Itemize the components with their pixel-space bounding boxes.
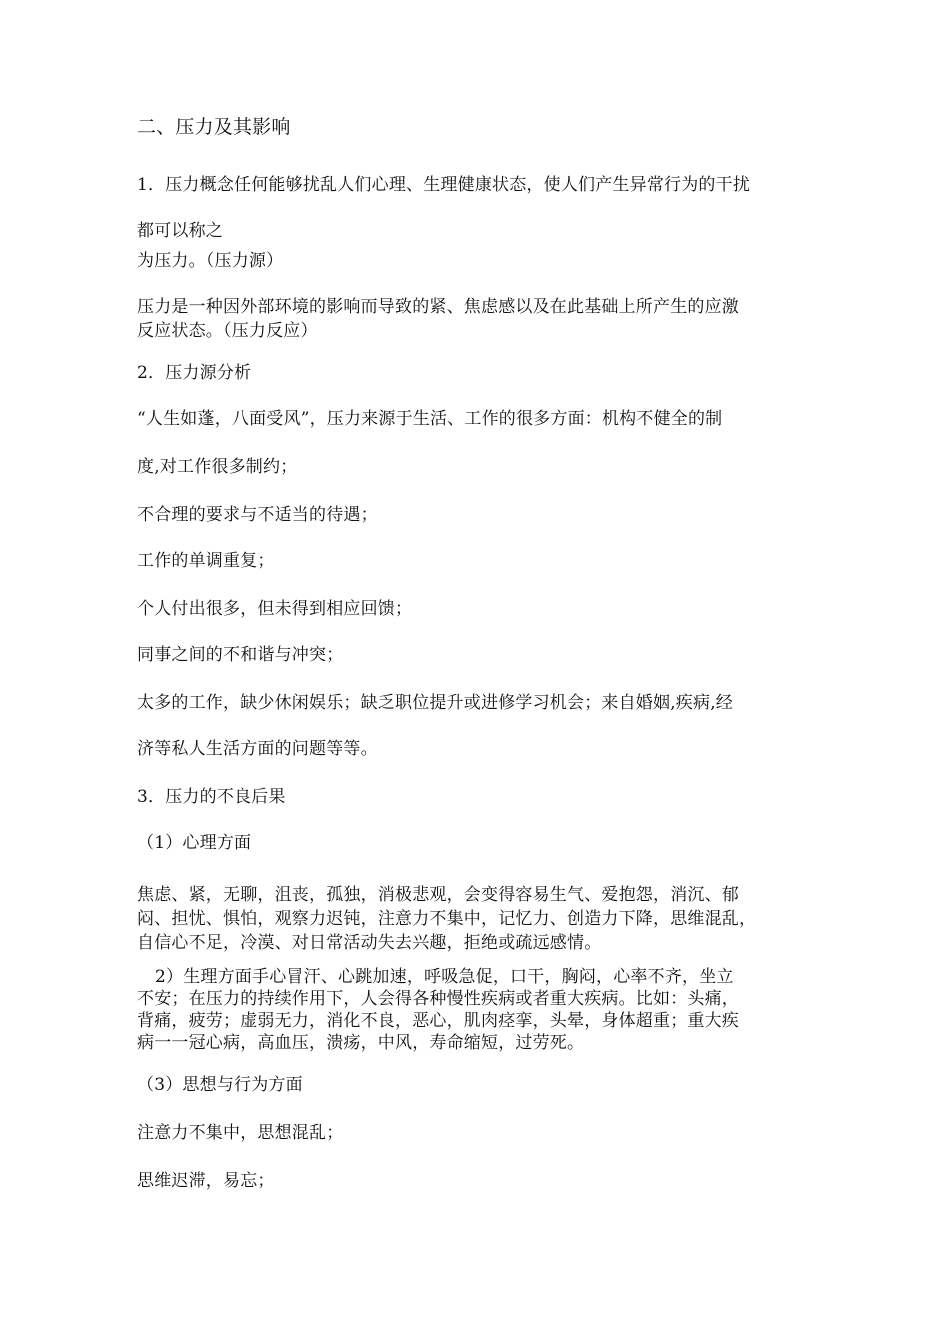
paragraph-line: 反应状态。（压力反应） <box>137 321 318 341</box>
sub-heading: （1）心理方面 <box>137 833 252 853</box>
paragraph-line: 度,对工作很多制约； <box>137 457 298 477</box>
paragraph-line: 闷、担忧、惧怕，观察力迟钝，注意力不集中，记忆力、创造力下降，思维混乱， <box>137 909 757 929</box>
paragraph-line: 焦虑、紧，无聊，沮丧，孤独，消极悲观，会变得容易生气、爱抱怨，消沉、郁 <box>137 885 739 905</box>
paragraph-line: 太多的工作，缺少休闲娱乐；缺乏职位提升或进修学习机会；来自婚姻,疾病,经 <box>137 693 734 713</box>
list-item: 思维迟滞，易忘； <box>137 1171 275 1191</box>
paragraph-line: 2）生理方面手心冒汗、心跳加速，呼吸急促，口干，胸闷，心率不齐，坐立 <box>155 967 734 987</box>
paragraph-line: 病一一冠心病，高血压，溃疡，中风，寿命缩短，过劳死。 <box>137 1033 585 1053</box>
section-title: 二、压力及其影响 <box>137 116 291 138</box>
paragraph-line: 济等私人生活方面的问题等等。 <box>137 739 378 759</box>
list-item: 个人付出很多，但未得到相应回馈； <box>137 599 413 619</box>
paragraph-line: 背痛，疲劳；虚弱无力，消化不良，恶心，肌肉痉挛，头晕，身体超重；重大疾 <box>137 1011 739 1031</box>
list-item: 工作的单调重复； <box>137 551 275 571</box>
paragraph-line: 不安；在压力的持续作用下，人会得各种慢性疾病或者重大疾病。比如：头痛， <box>137 989 739 1009</box>
paragraph-line: 1．压力概念任何能够扰乱人们心理、生理健康状态，使人们产生异常行为的干扰 <box>137 175 751 195</box>
paragraph-line: 为压力。（压力源） <box>137 251 284 271</box>
list-item: 注意力不集中，思想混乱； <box>137 1123 344 1143</box>
paragraph-line: “人生如蓬，八面受风”，压力来源于生活、工作的很多方面：机构不健全的制 <box>137 409 723 429</box>
paragraph-line: 自信心不足，冷漠、对日常活动失去兴趣，拒绝或疏远感情。 <box>137 933 602 953</box>
subsection-heading: 2．压力源分析 <box>137 363 252 383</box>
list-item: 同事之间的不和谐与冲突； <box>137 645 344 665</box>
subsection-heading: 3．压力的不良后果 <box>137 787 286 807</box>
paragraph-line: 都可以称之 <box>137 221 223 241</box>
paragraph-line: 压力是一种因外部环境的影响而导致的紧、焦虑感以及在此基础上所产生的应激 <box>137 297 739 317</box>
list-item: 不合理的要求与不适当的待遇； <box>137 505 378 525</box>
sub-heading: （3）思想与行为方面 <box>137 1075 303 1095</box>
